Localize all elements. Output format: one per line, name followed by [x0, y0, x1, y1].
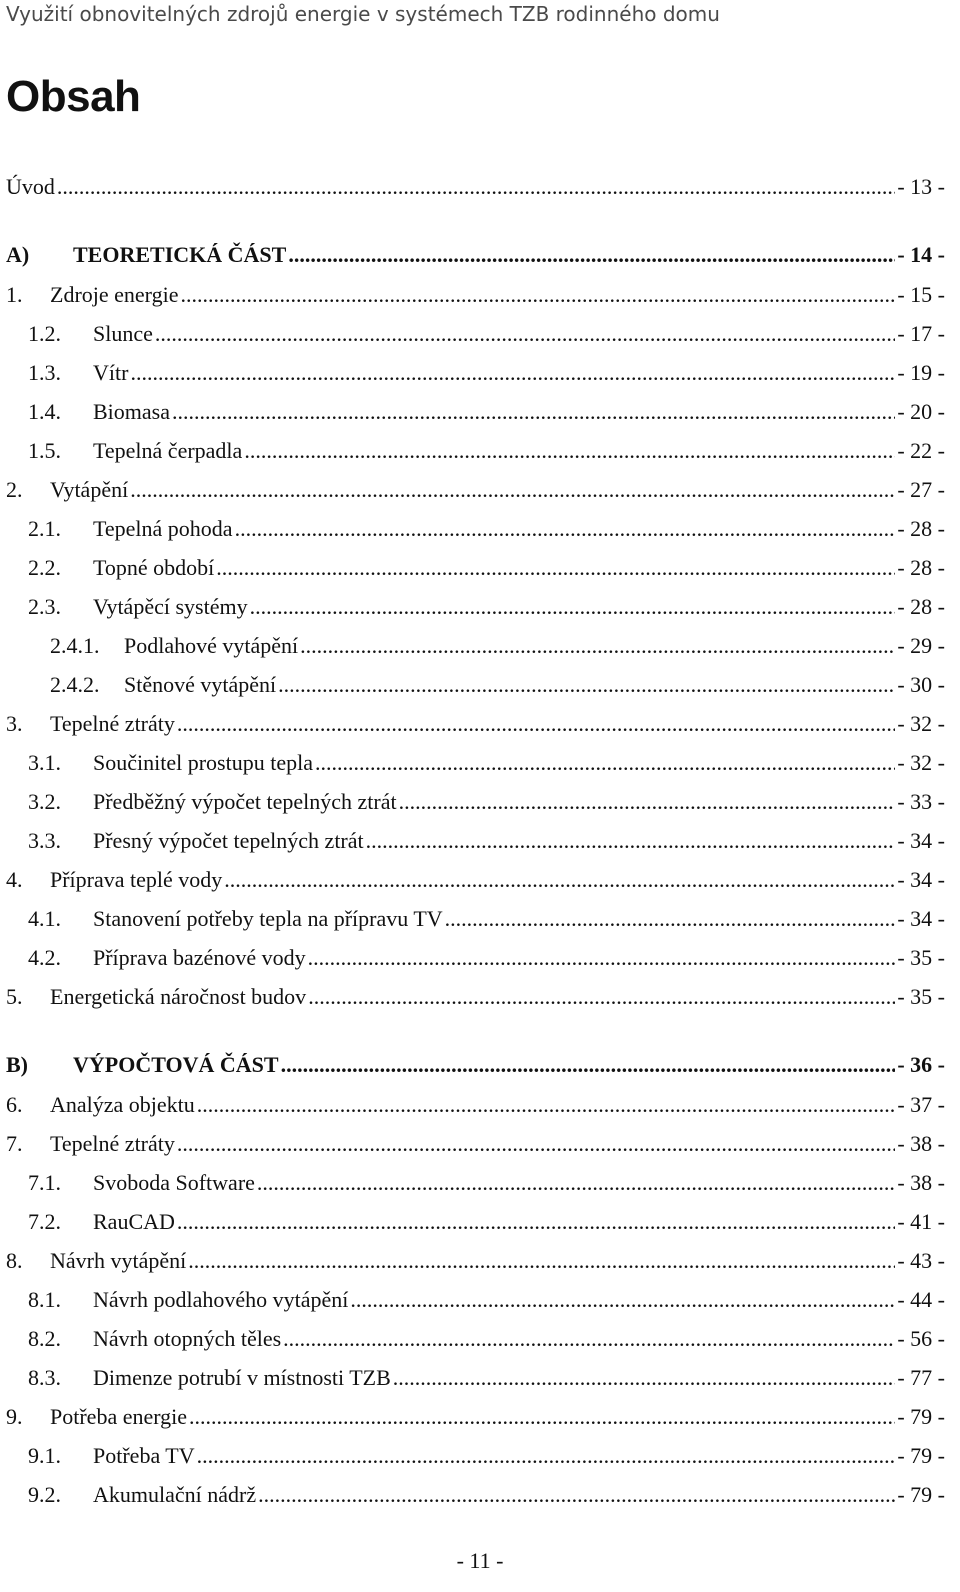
toc-entry-title: Zdroje energie: [50, 282, 179, 307]
toc-dot-leader: [366, 826, 896, 856]
toc-entry-title: Slunce: [93, 321, 153, 346]
toc-entry-number: 3.: [6, 711, 23, 736]
toc-entry-number: 4.2.: [28, 945, 61, 970]
toc-entry-page: - 28 -: [897, 516, 945, 541]
toc-entry[interactable]: [50, 670, 945, 700]
toc-dot-leader: [281, 1050, 896, 1080]
toc-entry-title: Návrh podlahového vytápění: [93, 1287, 349, 1312]
toc-entry[interactable]: [28, 1285, 945, 1315]
toc-entry-number: 1.2.: [28, 321, 61, 346]
toc-entry-page: - 35 -: [897, 945, 945, 970]
toc-entry-number: 2.4.2.: [50, 672, 100, 697]
toc-entry-number: 8.1.: [28, 1287, 61, 1312]
toc-entry-uvod[interactable]: [6, 172, 945, 202]
toc-entry-page: - 38 -: [897, 1131, 945, 1156]
toc-entry-page: - 32 -: [897, 711, 945, 736]
toc-entry-page: - 44 -: [897, 1287, 945, 1312]
toc-entry-number: 9.1.: [28, 1443, 61, 1468]
toc-entry-page: - 22 -: [897, 438, 945, 463]
toc-dot-leader: [308, 943, 896, 973]
toc-entry[interactable]: [28, 1363, 945, 1393]
toc-entry-title: Biomasa: [93, 399, 170, 424]
toc-dot-leader: [278, 670, 895, 700]
toc-entry-page: - 34 -: [897, 906, 945, 931]
toc-entry-number: 7.: [6, 1131, 23, 1156]
toc-entry-number: 2.3.: [28, 594, 61, 619]
toc-entry-title: Návrh otopných těles: [93, 1326, 282, 1351]
toc-dot-leader: [177, 1129, 895, 1159]
toc-entry-number: 6.: [6, 1092, 23, 1117]
toc-entry-title: RauCAD: [93, 1209, 175, 1234]
toc-dot-leader: [308, 982, 895, 1012]
toc-entry-title: Potřeba TV: [93, 1443, 195, 1468]
toc-dot-leader: [350, 1285, 895, 1315]
toc-entry-title: Tepelná pohoda: [93, 516, 233, 541]
toc-entry-page: - 41 -: [897, 1209, 945, 1234]
toc-entry-page: - 32 -: [897, 750, 945, 775]
toc-entry-number: 8.3.: [28, 1365, 61, 1390]
toc-entry[interactable]: [28, 319, 945, 349]
toc-entry-title: Akumulační nádrž: [93, 1482, 257, 1507]
toc-entry-title: Vítr: [93, 360, 129, 385]
toc-entry-page: - 79 -: [897, 1404, 945, 1429]
toc-dot-leader: [130, 358, 895, 388]
toc-dot-leader: [216, 553, 895, 583]
toc-entry[interactable]: [28, 553, 945, 583]
toc-entry-title: Tepelné ztráty: [50, 711, 175, 736]
toc-entry-number: 2.2.: [28, 555, 61, 580]
toc-entry-page: - 35 -: [897, 984, 945, 1009]
toc-dot-leader: [235, 514, 896, 544]
toc-dot-leader: [288, 240, 895, 270]
toc-dot-leader: [393, 1363, 896, 1393]
toc-entry-number: 2.4.1.: [50, 633, 100, 658]
toc-entry[interactable]: [6, 709, 945, 739]
toc-entry[interactable]: [28, 397, 945, 427]
toc-entry-title: Vytápěcí systémy: [93, 594, 248, 619]
toc-entry[interactable]: [6, 865, 945, 895]
toc-entry-page: - 77 -: [897, 1365, 945, 1390]
toc-entry-page: - 19 -: [897, 360, 945, 385]
toc-entry-title: Předběžný výpočet tepelných ztrát: [93, 789, 397, 814]
toc-entry-page: - 36 -: [897, 1052, 945, 1077]
toc-dot-leader: [155, 319, 895, 349]
toc-dot-leader: [177, 1207, 895, 1237]
toc-dot-leader: [197, 1441, 896, 1471]
toc-entry-title: Potřeba energie: [50, 1404, 188, 1429]
toc-entry-title: VÝPOČTOVÁ ČÁST: [73, 1052, 279, 1077]
toc-entry[interactable]: [6, 1402, 945, 1432]
toc-entry-title: Vytápění: [50, 477, 129, 502]
toc-entry-page: - 34 -: [897, 828, 945, 853]
toc-entry-title: Podlahové vytápění: [124, 633, 299, 658]
toc-dot-leader: [445, 904, 896, 934]
toc-entry-number: 8.: [6, 1248, 23, 1273]
toc-entry-title: Svoboda Software: [93, 1170, 255, 1195]
toc-entry[interactable]: [6, 280, 945, 310]
toc-entry-number: 3.3.: [28, 828, 61, 853]
toc-entry[interactable]: [28, 1168, 945, 1198]
toc-entry-page: - 28 -: [897, 555, 945, 580]
running-header: Využití obnovitelných zdrojů energie v systémech TZB rodinného domu: [6, 2, 720, 26]
toc-entry[interactable]: [28, 358, 945, 388]
toc-entry-title: Úvod: [6, 174, 55, 199]
page-title: Obsah: [6, 72, 141, 121]
toc-entry-title: Přesný výpočet tepelných ztrát: [93, 828, 364, 853]
toc-entry-page: - 20 -: [897, 399, 945, 424]
toc-dot-leader: [172, 397, 895, 427]
toc-dot-leader: [189, 1402, 895, 1432]
page-number-footer: - 11 -: [456, 1548, 504, 1573]
toc-entry-number: 4.: [6, 867, 23, 892]
toc-dot-leader: [300, 631, 895, 661]
toc-entry[interactable]: [28, 1207, 945, 1237]
toc-entry-number: 4.1.: [28, 906, 61, 931]
toc-entry-number: 7.1.: [28, 1170, 61, 1195]
toc-dot-leader: [399, 787, 896, 817]
toc-entry-page: - 28 -: [897, 594, 945, 619]
toc-dot-leader: [250, 592, 896, 622]
toc-entry-title: Příprava bazénové vody: [93, 945, 306, 970]
toc-entry-title: Energetická náročnost budov: [50, 984, 307, 1009]
toc-entry-number: 9.: [6, 1404, 23, 1429]
toc-entry-page: - 38 -: [897, 1170, 945, 1195]
toc-entry-number: 2.: [6, 477, 23, 502]
toc-entry-title: Analýza objektu: [50, 1092, 195, 1117]
toc-entry-title: Dimenze potrubí v místnosti TZB: [93, 1365, 391, 1390]
toc-entry[interactable]: [28, 436, 945, 466]
toc-entry[interactable]: [6, 982, 945, 1012]
toc-entry-page: - 13 -: [897, 174, 945, 199]
toc-entry-title: TEORETICKÁ ČÁST: [73, 242, 287, 267]
toc-entry-number: 2.1.: [28, 516, 61, 541]
toc-entry[interactable]: [28, 1480, 945, 1510]
toc-entry[interactable]: [28, 592, 945, 622]
toc-entry-number: 1.5.: [28, 438, 61, 463]
toc-entry-page: - 17 -: [897, 321, 945, 346]
toc-entry-number: 3.1.: [28, 750, 61, 775]
toc-dot-leader: [197, 1090, 896, 1120]
toc-entry[interactable]: [28, 1441, 945, 1471]
toc-entry-number: 9.2.: [28, 1482, 61, 1507]
toc-section-a[interactable]: [6, 240, 945, 270]
toc-entry[interactable]: [6, 1129, 945, 1159]
toc-section-b[interactable]: [6, 1050, 945, 1080]
toc-dot-leader: [315, 748, 895, 778]
toc-entry[interactable]: [28, 943, 945, 973]
toc-entry-page: - 29 -: [897, 633, 945, 658]
toc-entry[interactable]: [28, 748, 945, 778]
toc-dot-leader: [188, 1246, 895, 1276]
toc-entry[interactable]: [28, 514, 945, 544]
toc-entry-number: 7.2.: [28, 1209, 61, 1234]
toc-entry-title: Tepelné ztráty: [50, 1131, 175, 1156]
toc-dot-leader: [130, 475, 895, 505]
toc-entry-page: - 37 -: [897, 1092, 945, 1117]
toc-entry-title: Stěnové vytápění: [124, 672, 277, 697]
toc-entry-number: 1.4.: [28, 399, 61, 424]
toc-entry-title: Tepelná čerpadla: [93, 438, 243, 463]
toc-dot-leader: [258, 1480, 895, 1510]
toc-entry-title: Příprava teplé vody: [50, 867, 223, 892]
toc-entry-number: 5.: [6, 984, 23, 1009]
toc-entry-number: 8.2.: [28, 1326, 61, 1351]
toc-entry-number: 3.2.: [28, 789, 61, 814]
toc-dot-leader: [283, 1324, 895, 1354]
toc-entry[interactable]: [28, 1324, 945, 1354]
toc-entry-page: - 79 -: [897, 1482, 945, 1507]
toc-entry[interactable]: [50, 631, 945, 661]
toc-entry-page: - 30 -: [897, 672, 945, 697]
toc-entry[interactable]: [28, 787, 945, 817]
toc-entry-page: - 27 -: [897, 477, 945, 502]
toc-entry-page: - 14 -: [897, 242, 945, 267]
toc-dot-leader: [180, 280, 895, 310]
toc-entry-page: - 33 -: [897, 789, 945, 814]
toc-entry-page: - 34 -: [897, 867, 945, 892]
toc-entry-page: - 56 -: [897, 1326, 945, 1351]
toc-dot-leader: [224, 865, 895, 895]
toc-entry-title: Topné období: [93, 555, 215, 580]
toc-entry-title: Návrh vytápění: [50, 1248, 187, 1273]
toc-entry[interactable]: [6, 1090, 945, 1120]
toc-dot-leader: [57, 172, 895, 202]
toc-entry-title: Součinitel prostupu tepla: [93, 750, 313, 775]
toc-dot-leader: [244, 436, 895, 466]
toc-entry[interactable]: [6, 1246, 945, 1276]
toc-entry-number: A): [6, 242, 30, 267]
toc-entry-page: - 43 -: [897, 1248, 945, 1273]
toc-entry-number: B): [6, 1052, 28, 1077]
toc-entry-page: - 15 -: [897, 282, 945, 307]
toc-entry[interactable]: [28, 826, 945, 856]
toc-entry[interactable]: [6, 475, 945, 505]
toc-entry-page: - 79 -: [897, 1443, 945, 1468]
toc-entry-number: 1.: [6, 282, 23, 307]
toc-dot-leader: [177, 709, 895, 739]
toc-entry-title: Stanovení potřeby tepla na přípravu TV: [93, 906, 443, 931]
toc-entry[interactable]: [28, 904, 945, 934]
toc-entry-number: 1.3.: [28, 360, 61, 385]
toc-dot-leader: [257, 1168, 895, 1198]
